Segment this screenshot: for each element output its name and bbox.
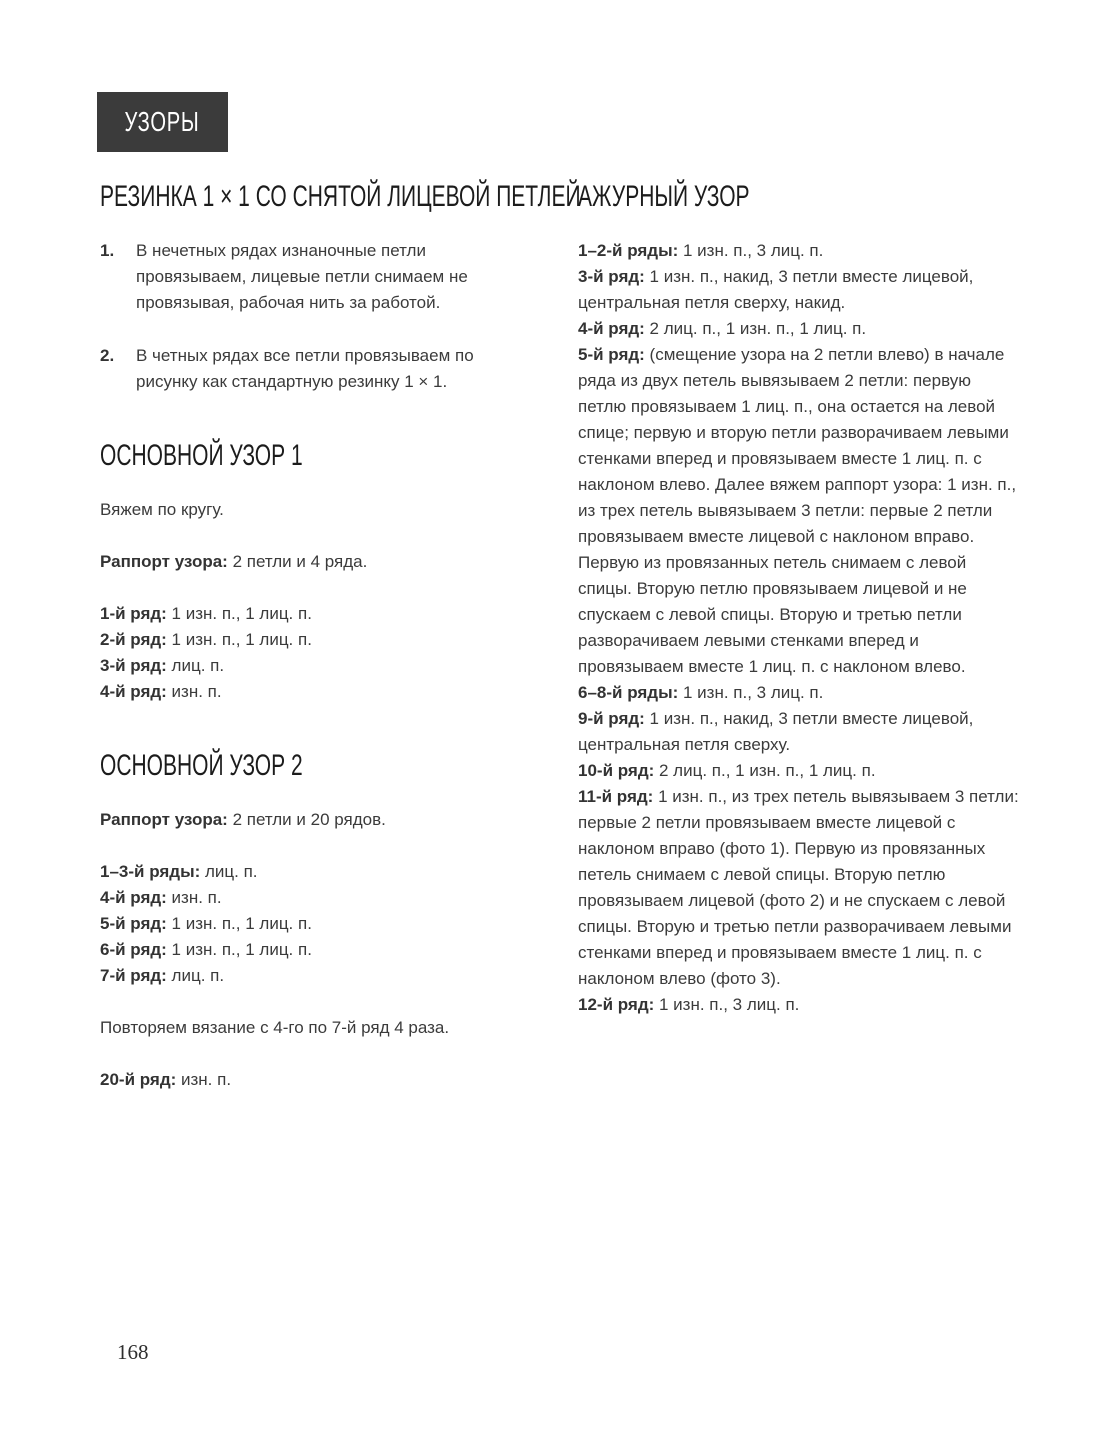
pattern-row: 1–2-й ряды: 1 изн. п., 3 лиц. п. [578, 241, 824, 260]
pattern-row: 4-й ряд: изн. п. [100, 682, 222, 701]
row-label: 5-й ряд: [100, 914, 167, 933]
list-item-text: В четных рядах все петли провязываем по рисунку как стандартную резинку 1 × 1. [136, 346, 474, 391]
pattern-row: 2-й ряд: 1 изн. п., 1 лиц. п. [100, 630, 312, 649]
pattern-row: 9-й ряд: 1 изн. п., накид, 3 петли вместе лицевой, центральная петля сверху. [578, 709, 974, 754]
row-label: 6–8-й ряды: [578, 683, 679, 702]
section-heading-lace: АЖУРНЫЙ УЗОР [578, 180, 750, 213]
row-label: 9-й ряд: [578, 709, 645, 728]
rapport-line [100, 549, 537, 575]
pattern-row: 6-й ряд: 1 изн. п., 1 лиц. п. [100, 940, 312, 959]
right-column [578, 180, 1022, 1018]
row-label: 1-й ряд: [100, 604, 167, 623]
rapport-line [100, 807, 537, 833]
row-instructions [100, 601, 537, 705]
row-label: 4-й ряд: [100, 682, 167, 701]
row-label: 1–3-й ряды: [100, 862, 201, 881]
left-column [100, 180, 581, 1093]
chapter-badge-label: УЗОРЫ [125, 106, 200, 137]
pattern-row: 5-й ряд: 1 изн. п., 1 лиц. п. [100, 914, 312, 933]
intro-paragraph: Вяжем по кругу. [100, 500, 224, 519]
row-label: 2-й ряд: [100, 630, 167, 649]
pattern-row: 6–8-й ряды: 1 изн. п., 3 лиц. п. [578, 683, 824, 702]
pattern-row: 10-й ряд: 2 лиц. п., 1 изн. п., 1 лиц. п. [578, 761, 876, 780]
rapport-label: Раппорт узора: [100, 552, 228, 571]
pattern-row: 1–3-й ряды: лиц. п. [100, 862, 258, 881]
repeat-note: Повторяем вязание с 4-го по 7-й ряд 4 раза. [100, 1018, 450, 1037]
row-label: 7-й ряд: [100, 966, 167, 985]
pattern-row: 5-й ряд: (смещение узора на 2 петли влево) в начале ряда из двух петель вывязываем 2 петли: первую петлю провязываем 1 лиц. п., она остается на левой спице; первую и вторую петли разворачиваем левыми стенками вперед и провязываем вместе 1 лиц. п. с наклоном влево. Далее вяжем раппорт узора: 1 изн. п., из трех петель вывязываем 3 петли: первые 2 петли провязываем вместе лицевой с наклоном вправо. Первую из провязанных петель снимаем с левой спицы. Вторую петлю провязываем лицевой и не спускаем с левой спицы. Вторую и третью петли разворачиваем левыми стенками вперед и провязываем вместе 1 лиц. п. с наклоном влево. [578, 345, 1017, 676]
row-label: 4-й ряд: [100, 888, 167, 907]
section-lace-pattern [578, 180, 1022, 1018]
list-item-number: 1. [100, 241, 115, 260]
section-rib [100, 180, 581, 395]
row-label: 1–2-й ряды: [578, 241, 679, 260]
list-item-text: В нечетных рядах изнаночные петли провязываем, лицевые петли снимаем не провязывая, рабочая нить за работой. [136, 241, 468, 312]
row-instructions [100, 859, 537, 989]
pattern-row: 4-й ряд: изн. п. [100, 888, 222, 907]
section-main-pattern-1 [100, 439, 537, 705]
list-item-1 [100, 238, 537, 316]
rapport-text: 2 петли и 20 рядов. [227, 810, 386, 829]
list-item-number: 2. [100, 346, 115, 365]
page-number: 168 [117, 1340, 149, 1364]
row-label: 11-й ряд: [578, 787, 654, 806]
pattern-row: 7-й ряд: лиц. п. [100, 966, 225, 985]
list-item-2 [100, 343, 537, 395]
numbered-list [100, 238, 537, 395]
rapport-label: Раппорт узора: [100, 810, 228, 829]
section-heading-main1: ОСНОВНОЙ УЗОР 1 [100, 439, 303, 472]
pattern-row: 3-й ряд: 1 изн. п., накид, 3 петли вместе лицевой, центральная петля сверху, накид. [578, 267, 974, 312]
section-heading-main2: ОСНОВНОЙ УЗОР 2 [100, 749, 303, 782]
pattern-row-final: 20-й ряд: изн. п. [100, 1070, 232, 1089]
row-label: 4-й ряд: [578, 319, 645, 338]
rapport-text: 2 петли и 4 ряда. [227, 552, 368, 571]
row-label: 6-й ряд: [100, 940, 167, 959]
row-label: 5-й ряд: [578, 345, 645, 364]
row-label: 3-й ряд: [100, 656, 167, 675]
pattern-row: 3-й ряд: лиц. п. [100, 656, 225, 675]
row-instructions [578, 238, 1022, 1018]
row-label: 20-й ряд: [100, 1070, 177, 1089]
section-heading-rib: РЕЗИНКА 1 × 1 СО СНЯТОЙ ЛИЦЕВОЙ ПЕТЛЕЙ [100, 180, 581, 213]
row-label: 3-й ряд: [578, 267, 645, 286]
row-label: 10-й ряд: [578, 761, 655, 780]
section-main-pattern-2 [100, 749, 537, 1093]
pattern-row: 11-й ряд: 1 изн. п., из трех петель вывязываем 3 петли: первые 2 петли провязываем вместе лицевой с наклоном вправо (фото 1). Первую из провязанных петель снимаем с левой спицы. Вторую петлю провязываем лицевой (фото 2) и не спускаем с левой спицы. Вторую и третью петли разворачиваем левыми стенками вперед и провязываем вместе 1 лиц. п. с наклоном влево (фото 3). [578, 787, 1019, 988]
row-label: 12-й ряд: [578, 995, 655, 1014]
chapter-badge [97, 92, 228, 152]
pattern-row: 12-й ряд: 1 изн. п., 3 лиц. п. [578, 995, 800, 1014]
pattern-row: 4-й ряд: 2 лиц. п., 1 изн. п., 1 лиц. п. [578, 319, 867, 338]
pattern-row: 1-й ряд: 1 изн. п., 1 лиц. п. [100, 604, 312, 623]
